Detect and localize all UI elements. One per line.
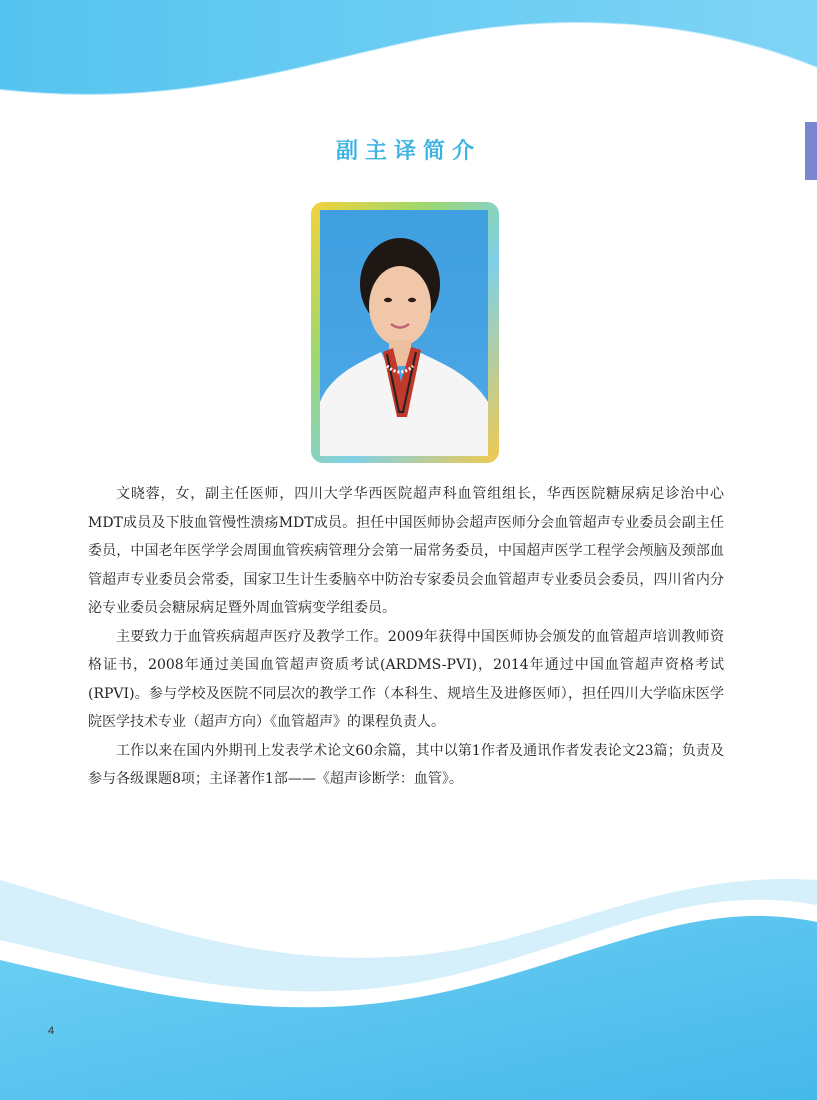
profile-paragraph-work: 主要致力于血管疾病超声医疗及教学工作。2009年获得中国医师协会颁发的血管超声培训教师资格证书，2008年通过美国血管超声资质考试(ARDMS-PVI)，2014年通过中国血管超声资格考试(RPVI)。参与学校及医院不同层次的教学工作（本科生、规培生及进修医师），担任四川大学临床医学院医学技术专业（超声方向）《血管超声》的课程负责人。 xyxy=(88,628,724,730)
bottom-wave-decoration xyxy=(0,860,817,1100)
top-wave-decoration xyxy=(0,0,817,110)
profile-text xyxy=(88,480,724,794)
portrait-frame xyxy=(311,202,499,463)
profile-paragraph-publications: 工作以来在国内外期刊上发表学术论文60余篇，其中以第1作者及通讯作者发表论文23篇；负责及参与各级课题8项；主译著作1部——《超声诊断学：血管》。 xyxy=(88,742,724,787)
profile-paragraph-intro: 文晓蓉，女，副主任医师，四川大学华西医院超声科血管组组长，华西医院糖尿病足诊治中心MDT成员及下肢血管慢性溃疡MDT成员。担任中国医师协会超声医师分会血管超声专业委员会副主任委员，中国老年医学学会周围血管疾病管理分会第一届常务委员，中国超声医学工程学会颅脑及颈部血管超声专业委员会常委，国家卫生计生委脑卒中防治专家委员会血管超声专业委员会委员，四川省内分泌专业委员会糖尿病足暨外周血管病变学组委员。 xyxy=(88,486,724,616)
page-title: 副主译简介 xyxy=(335,139,481,164)
portrait-photo xyxy=(311,202,499,463)
page-number: 4 xyxy=(48,1025,55,1037)
